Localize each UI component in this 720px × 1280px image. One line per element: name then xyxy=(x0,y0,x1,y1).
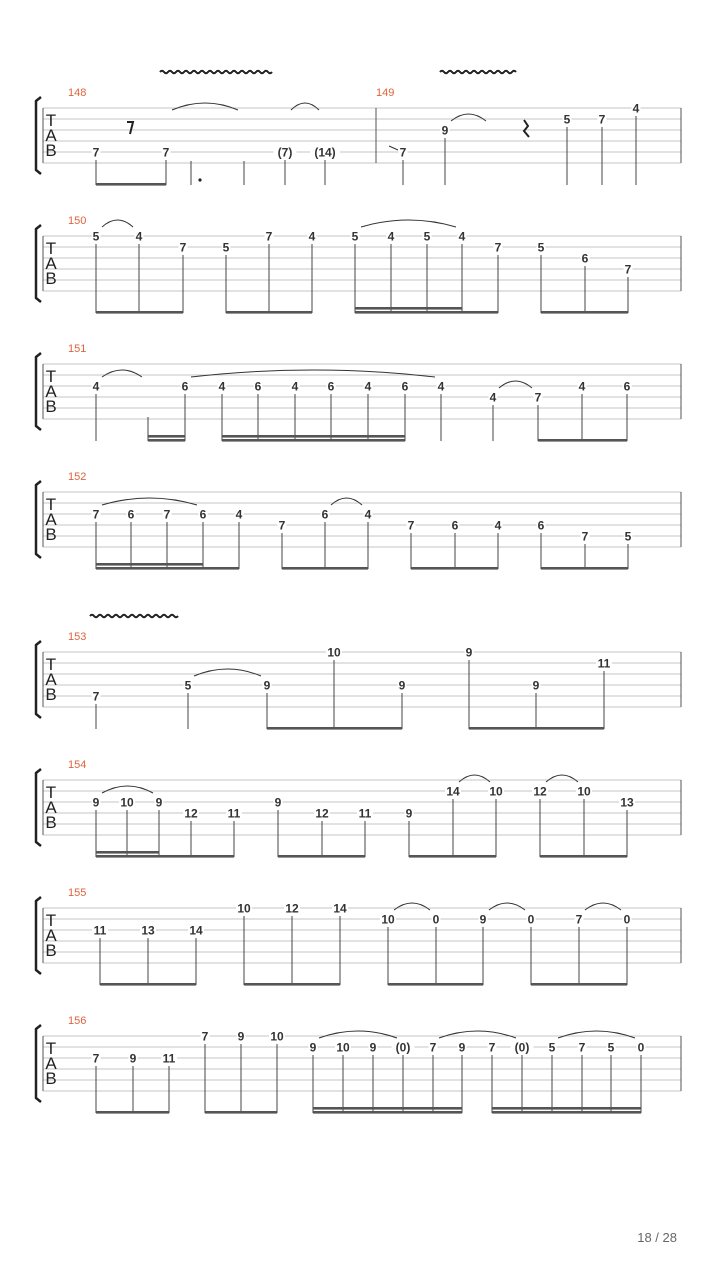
measure-number: 153 xyxy=(68,631,87,643)
beam xyxy=(96,855,234,858)
beam xyxy=(96,1111,169,1114)
system-bracket xyxy=(36,897,41,974)
fret-number: 6 xyxy=(254,379,262,394)
tab-clef-letter: A xyxy=(45,926,57,945)
fret-number: 10 xyxy=(270,1029,284,1044)
fret-number: 4 xyxy=(458,229,466,244)
tie-arc xyxy=(331,498,362,505)
fret-number: 7 xyxy=(92,507,100,522)
tab-system xyxy=(36,215,681,314)
tab-system xyxy=(36,759,681,858)
tab-clef-letter: A xyxy=(45,254,57,273)
tie-arc xyxy=(361,220,456,227)
tie-arc xyxy=(102,220,133,227)
fret-number: 7 xyxy=(488,1040,496,1055)
fret-number: 6 xyxy=(181,379,189,394)
tab-clef-letter: A xyxy=(45,670,57,689)
tab-clef-letter: B xyxy=(45,685,57,704)
fret-number: 5 xyxy=(548,1040,556,1055)
fret-number: 9 xyxy=(458,1040,466,1055)
tab-clef-letter: T xyxy=(45,911,57,930)
tab-system xyxy=(36,343,681,442)
beam xyxy=(96,567,239,570)
fret-number: 9 xyxy=(274,795,282,810)
fret-number: 4 xyxy=(135,229,143,244)
fret-number: 7 xyxy=(575,912,583,927)
fret-number: 4 xyxy=(291,379,299,394)
beam xyxy=(355,311,498,314)
tab-system xyxy=(36,71,681,186)
tab-clef-letter: T xyxy=(45,239,57,258)
fret-number: (0) xyxy=(514,1040,530,1055)
tab-clef-letter: T xyxy=(45,367,57,386)
fret-number: 4 xyxy=(494,518,502,533)
system-bracket xyxy=(36,353,41,430)
fret-number: 5 xyxy=(92,229,100,244)
fret-number: 6 xyxy=(581,251,589,266)
fret-number: 0 xyxy=(623,912,631,927)
measure-number: 155 xyxy=(68,887,87,899)
fret-number: 5 xyxy=(351,229,359,244)
vibrato-mark xyxy=(90,615,178,618)
fret-number: 9 xyxy=(369,1040,377,1055)
beam xyxy=(96,851,159,854)
fret-number: 12 xyxy=(285,901,299,916)
beam xyxy=(205,1111,277,1114)
tab-clef-letter: T xyxy=(45,495,57,514)
dot-mark xyxy=(198,178,201,181)
beam xyxy=(531,983,627,986)
fret-number: 4 xyxy=(437,379,445,394)
fret-number: 7 xyxy=(429,1040,437,1055)
tie-arc xyxy=(319,1031,397,1038)
tab-clef-letter: A xyxy=(45,126,57,145)
system-bracket xyxy=(36,769,41,846)
beam xyxy=(492,1107,641,1110)
fret-number: 9 xyxy=(129,1051,137,1066)
beam xyxy=(313,1111,462,1114)
fret-number: 6 xyxy=(327,379,335,394)
fret-number: 5 xyxy=(184,678,192,693)
fret-number: 6 xyxy=(199,507,207,522)
slide-mark xyxy=(389,146,398,150)
beam xyxy=(244,983,340,986)
fret-number: 9 xyxy=(155,795,163,810)
beam xyxy=(411,567,498,570)
tie-arc xyxy=(451,114,486,121)
fret-number: 7 xyxy=(265,229,273,244)
fret-number: 11 xyxy=(162,1051,176,1066)
tab-clef-letter: B xyxy=(45,1069,57,1088)
tab-clef-letter: A xyxy=(45,798,57,817)
fret-number: 10 xyxy=(237,901,251,916)
fret-number: 7 xyxy=(624,262,632,277)
tab-clef-letter: T xyxy=(45,783,57,802)
fret-number: 7 xyxy=(407,518,415,533)
measure-number: 149 xyxy=(376,87,395,99)
fret-number: 0 xyxy=(432,912,440,927)
beam xyxy=(492,1111,641,1114)
fret-number: 0 xyxy=(527,912,535,927)
measure-number: 148 xyxy=(68,87,87,99)
fret-number: 11 xyxy=(227,806,241,821)
tab-clef-letter: B xyxy=(45,269,57,288)
fret-number: 13 xyxy=(141,923,155,938)
fret-number: 5 xyxy=(563,112,571,127)
system-bracket xyxy=(36,481,41,558)
fret-number: 9 xyxy=(405,806,413,821)
tie-arc xyxy=(102,498,197,505)
tie-arc xyxy=(194,669,261,676)
tab-clef-letter: A xyxy=(45,1054,57,1073)
quarter-rest-icon xyxy=(524,120,529,137)
fret-number: 14 xyxy=(189,923,203,938)
fret-number: 7 xyxy=(578,1040,586,1055)
tie-arc xyxy=(558,1031,635,1038)
fret-number: 9 xyxy=(309,1040,317,1055)
beam xyxy=(355,307,462,310)
tab-clef-letter: T xyxy=(45,655,57,674)
beam xyxy=(282,567,368,570)
system-bracket xyxy=(36,97,41,174)
beam xyxy=(222,439,405,442)
eighth-rest-icon xyxy=(127,122,133,134)
fret-number: 10 xyxy=(489,784,503,799)
beam xyxy=(409,855,496,858)
fret-number: 5 xyxy=(537,240,545,255)
measure-number: 154 xyxy=(68,759,87,771)
fret-number: 6 xyxy=(321,507,329,522)
tie-arc xyxy=(585,903,621,910)
fret-number: 6 xyxy=(401,379,409,394)
beam xyxy=(96,183,166,186)
measure-number: 150 xyxy=(68,215,87,227)
fret-number: (7) xyxy=(277,145,293,160)
fret-number: 7 xyxy=(92,145,100,160)
tab-system xyxy=(36,887,681,986)
beam xyxy=(313,1107,462,1110)
tie-arc xyxy=(394,903,430,910)
tab-clef-letter: T xyxy=(45,111,57,130)
fret-number: 0 xyxy=(637,1040,645,1055)
system-bracket xyxy=(36,1025,41,1102)
fret-number: 12 xyxy=(315,806,329,821)
system-bracket xyxy=(36,641,41,718)
fret-number: 7 xyxy=(201,1029,209,1044)
fret-number: 7 xyxy=(581,529,589,544)
fret-number: 12 xyxy=(533,784,547,799)
beam xyxy=(540,855,627,858)
fret-number: 9 xyxy=(237,1029,245,1044)
fret-number: 7 xyxy=(399,145,407,160)
fret-number: 7 xyxy=(494,240,502,255)
tie-arc xyxy=(459,775,490,782)
vibrato-mark xyxy=(440,71,516,74)
vibrato-mark xyxy=(160,71,272,74)
fret-number: 9 xyxy=(465,645,473,660)
tie-arc xyxy=(499,381,532,388)
fret-number: 4 xyxy=(308,229,316,244)
beam xyxy=(100,983,196,986)
fret-number: 12 xyxy=(184,806,198,821)
tab-system xyxy=(36,1015,681,1114)
beam xyxy=(148,435,185,438)
fret-number: 11 xyxy=(93,923,107,938)
fret-number: (14) xyxy=(314,145,336,160)
fret-number: 10 xyxy=(577,784,591,799)
tie-arc xyxy=(102,370,142,377)
tie-arc xyxy=(439,1031,516,1038)
fret-number: 10 xyxy=(381,912,395,927)
fret-number: 6 xyxy=(127,507,135,522)
fret-number: 7 xyxy=(598,112,606,127)
tab-clef-letter: B xyxy=(45,941,57,960)
tab-clef-letter: T xyxy=(45,1039,57,1058)
fret-number: 7 xyxy=(92,1051,100,1066)
fret-number: 7 xyxy=(534,390,542,405)
tab-clef-letter: A xyxy=(45,382,57,401)
fret-number: 4 xyxy=(364,379,372,394)
fret-number: 6 xyxy=(451,518,459,533)
fret-number: 5 xyxy=(423,229,431,244)
fret-number: 9 xyxy=(441,123,449,138)
beam xyxy=(541,311,628,314)
fret-number: 11 xyxy=(597,656,611,671)
fret-number: 9 xyxy=(532,678,540,693)
fret-number: 7 xyxy=(278,518,286,533)
tab-clef-letter: B xyxy=(45,525,57,544)
beam xyxy=(469,727,604,730)
tab-clef-letter: B xyxy=(45,813,57,832)
fret-number: 4 xyxy=(387,229,395,244)
beam xyxy=(226,311,312,314)
tab-clef-letter: B xyxy=(45,397,57,416)
beam xyxy=(541,567,628,570)
fret-number: 4 xyxy=(632,101,640,116)
measure-number: 156 xyxy=(68,1015,87,1027)
tie-arc xyxy=(546,775,578,782)
measure-number: 151 xyxy=(68,343,87,355)
tie-arc xyxy=(102,786,153,793)
fret-number: 4 xyxy=(218,379,226,394)
fret-number: 5 xyxy=(222,240,230,255)
fret-number: 7 xyxy=(162,145,170,160)
tie-arc xyxy=(191,370,435,377)
fret-number: 13 xyxy=(620,795,634,810)
measure-number: 152 xyxy=(68,471,87,483)
beam xyxy=(96,563,203,566)
tab-clef-letter: A xyxy=(45,510,57,529)
fret-number: 7 xyxy=(163,507,171,522)
fret-number: 5 xyxy=(624,529,632,544)
fret-number: 4 xyxy=(235,507,243,522)
tab-system xyxy=(36,471,681,570)
beam xyxy=(148,439,185,442)
fret-number: 7 xyxy=(179,240,187,255)
tab-system xyxy=(36,615,681,730)
fret-number: 14 xyxy=(446,784,460,799)
fret-number: 9 xyxy=(479,912,487,927)
fret-number: 6 xyxy=(537,518,545,533)
fret-number: 11 xyxy=(358,806,372,821)
fret-number: 4 xyxy=(489,390,497,405)
tie-arc xyxy=(489,903,525,910)
beam xyxy=(96,311,183,314)
fret-number: 4 xyxy=(364,507,372,522)
tie-arc xyxy=(172,103,238,110)
fret-number: 6 xyxy=(623,379,631,394)
beam xyxy=(278,855,365,858)
fret-number: 5 xyxy=(607,1040,615,1055)
fret-number: 4 xyxy=(578,379,586,394)
beam xyxy=(388,983,483,986)
page-number: 18 / 28 xyxy=(637,1230,677,1245)
tie-arc xyxy=(291,103,319,110)
beam xyxy=(267,727,402,730)
fret-number: 10 xyxy=(327,645,341,660)
fret-number: (0) xyxy=(395,1040,411,1055)
beam xyxy=(538,439,627,442)
fret-number: 4 xyxy=(92,379,100,394)
system-bracket xyxy=(36,225,41,302)
beam xyxy=(222,435,405,438)
fret-number: 10 xyxy=(336,1040,350,1055)
fret-number: 9 xyxy=(398,678,406,693)
fret-number: 10 xyxy=(120,795,134,810)
fret-number: 14 xyxy=(333,901,347,916)
tab-clef-letter: B xyxy=(45,141,57,160)
fret-number: 7 xyxy=(92,689,100,704)
fret-number: 9 xyxy=(92,795,100,810)
fret-number: 9 xyxy=(263,678,271,693)
